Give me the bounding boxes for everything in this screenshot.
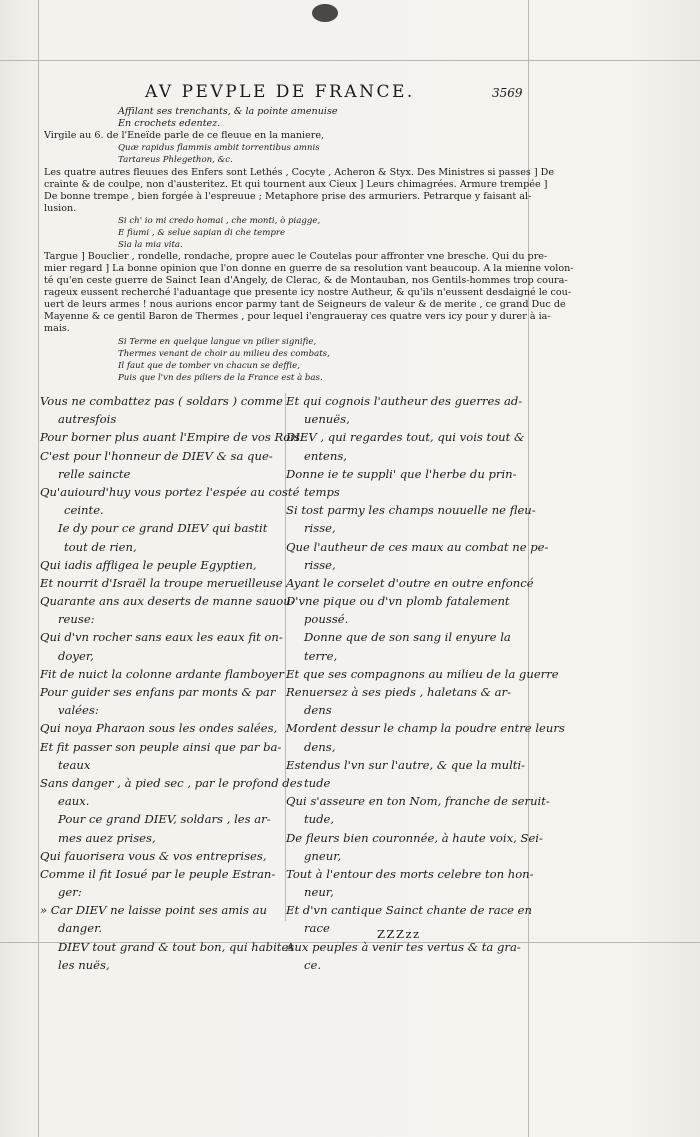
verse-line: race [304,921,330,936]
commentary-line: mier regard ] La bonne opinion que l'on donne en guerre de sa resolution vant beaucoup. A la mienne volon- [44,263,574,274]
commentary-line: Affilant ses trenchants, & la pointe amenuise [118,106,338,117]
commentary-line: Si ch' io mi credo homai , che monti, ò piagge, [118,216,321,226]
verse-line: terre, [304,648,338,663]
verse-line: Tout à l'entour des morts celebre ton hon- [286,866,534,881]
verse-line: De fleurs bien couronnée, à haute voix, Sei- [286,830,543,845]
verse-line: » Car DIEV ne laisse point ses amis au [40,903,267,918]
verse-line: Quarante ans aux deserts de manne sauou- [40,594,295,609]
verse-line: poussé. [304,612,349,627]
commentary-line: Thermes venant de choir au milieu des combats, [118,349,330,359]
verse-line: C'est pour l'honneur de DIEV & sa que- [40,448,273,463]
verse-line: neur, [304,885,334,900]
verse-line: Qu'auiourd'huy vous portez l'espée au costé [40,484,300,499]
verse-line: Et fit passer son peuple ainsi que par ba- [40,739,282,754]
verse-line: Renuersez à ses pieds , haletans & ar- [286,685,511,699]
verse-line: reuse: [58,612,95,627]
commentary-line: uert de leurs armes ! nous aurions encor parmy tant de Seigneurs de valeur & de merite , ce grand Duc de [44,299,566,310]
commentary-line: Il faut que de tomber vn chacun se deffie, [118,361,300,371]
commentary-line: En crochets edentez. [118,118,221,129]
verse-line: Qui d'vn rocher sans eaux les eaux fit on- [40,630,283,645]
verse-line: Donne que de son sang il enyure la [304,630,511,645]
verse-line: danger. [58,921,103,936]
verse-line: autresfois [58,412,117,427]
verse-line: Vous ne combattez pas ( soldars ) comme [40,394,284,408]
verse-line: entens, [304,448,347,463]
verse-line: Donne ie te suppli' que l'herbe du prin- [286,466,517,481]
verse-line: Si tost parmy les champs nouuelle ne fleu- [286,503,536,518]
commentary-line: Si Terme en quelque langue vn pilier signifie, [118,337,317,347]
commentary-line: De bonne trempe , bien forgée à l'espreuue ; Metaphore prise des armuriers. Petrarque y faisant al- [44,191,532,202]
margin-rule-top [0,60,700,61]
verse-line: DIEV tout grand & tout bon, qui habites [58,939,295,954]
commentary-line: crainte & de coulpe, non d'austeritez. Et qui tournent aux Cieux ] Leurs chimagrées. Armure trempée ] [44,179,548,190]
commentary-line: Virgile au 6. de l'Eneïde parle de ce fleuue en la maniere, [44,130,325,141]
verse-line: teaux [58,757,91,772]
verse-line: Pour borner plus auant l'Empire de vos Rois: [40,430,304,445]
verse-line: tude [304,775,331,790]
verse-line: valées: [58,703,99,718]
commentary-line: mais. [44,323,70,334]
verse-line: tude, [304,812,335,827]
verse-line: ceinte. [64,503,104,518]
commentary-line: lusion. [44,203,77,214]
verse-line: Qui fauorisera vous & vos entreprises, [40,848,267,863]
page-number: 3569 [492,86,523,100]
verse-line: ger: [58,885,82,900]
verse-line: Pour ce grand DIEV, soldars , les ar- [58,812,271,827]
verse-line: Et d'vn cantique Sainct chante de race en [286,903,532,918]
commentary-line: rageux eussent recherché l'aduantage que presente icy nostre Autheur, & qu'ils n'eussent desdaigné le cou- [44,287,572,298]
verse-line: risse, [304,557,336,572]
ink-stain [312,4,338,22]
verse-line: Ie dy pour ce grand DIEV qui bastit [58,521,268,536]
verse-line: les nuës, [58,957,110,972]
verse-line: dens, [304,739,336,754]
verse-line: Aux peuples à venir tes vertus & ta gra- [286,939,521,954]
verse-line: Estendus l'vn sur l'autre, & que la multi- [286,757,526,772]
commentary-line: Puis que l'vn des piliers de la France est à bas. [118,373,323,383]
verse-line: Que l'autheur de ces maux au combat ne pe- [286,539,549,554]
verse-line: Et que ses compagnons au milieu de la guerre [286,666,559,681]
verse-line: dens [304,703,332,718]
commentary-line: Targue ] Bouclier , rondelle, rondache, propre auec le Coutelas pour affronter vne bresche. Qui du pre- [44,251,548,262]
verse-line: DIEV , qui regardes tout, qui vois tout & [286,430,525,445]
verse-line: mes auez prises, [58,830,156,845]
verse-line: tout de rien, [64,539,137,554]
poem-column-right [286,392,565,974]
verse-line: Fit de nuict la colonne ardante flamboyer [40,666,284,681]
commentary-line: té qu'en ceste guerre de Sainct Iean d'Angely, de Clerac, & de Montauban, nos Gentils-hommes trop coura- [44,275,568,286]
verse-line: Qui noya Pharaon sous les ondes salées, [40,721,278,736]
verse-line: uenuës, [304,412,350,427]
verse-line: Pour guider ses enfans par monts & par [40,685,276,699]
commentary-line: E fiumi , & selue sapian di che tempre [118,228,286,238]
verse-line: D'vne pique ou d'vn plomb fatalement [286,594,510,609]
verse-line: ce. [304,957,322,972]
verse-line: Comme il fit Iosué par le peuple Estran- [40,866,276,881]
verse-line: Mordent dessur le champ la poudre entre leurs [286,721,565,736]
verse-line: doyer, [58,648,94,663]
commentary-line: Mayenne & ce gentil Baron de Thermes , pour lequel i'engraueray ces quatre vers icy pour y durer à ia- [44,311,551,322]
verse-line: Ayant le corselet d'outre en outre enfoncé [286,575,534,590]
verse-line: Et qui cognois l'autheur des guerres ad- [286,394,523,408]
poem-column-left [40,392,304,974]
verse-line: risse, [304,521,336,536]
verse-line: eaux. [58,794,90,809]
verse-line: Qui iadis affligea le peuple Egyptien, [40,557,257,572]
running-title: AV PEVPLE DE FRANCE. [145,82,415,102]
verse-line: Et nourrit d'Israël la troupe merueilleuse [40,575,283,590]
verse-line: Sans danger , à pied sec , par le profond des [40,775,303,790]
margin-rule-left [38,0,39,1137]
commentary-line: Tartareus Phlegethon, &c. [118,155,233,165]
commentary-line: Quæ rapidus flammis ambit torrentibus amnis [118,143,320,153]
commentary-line: Sia la mia vita. [118,240,183,250]
verse-line: Qui s'asseure en ton Nom, franche de seruit- [286,794,550,809]
verse-line: relle saincte [58,466,131,481]
verse-line: gneur, [304,848,342,863]
catchword: ZZZzz [377,927,421,941]
verse-line: temps [304,484,340,499]
commentary-line: Les quatre autres fleuues des Enfers sont Lethés , Cocyte , Acheron & Styx. Des Ministres si passes ] De [44,167,555,178]
